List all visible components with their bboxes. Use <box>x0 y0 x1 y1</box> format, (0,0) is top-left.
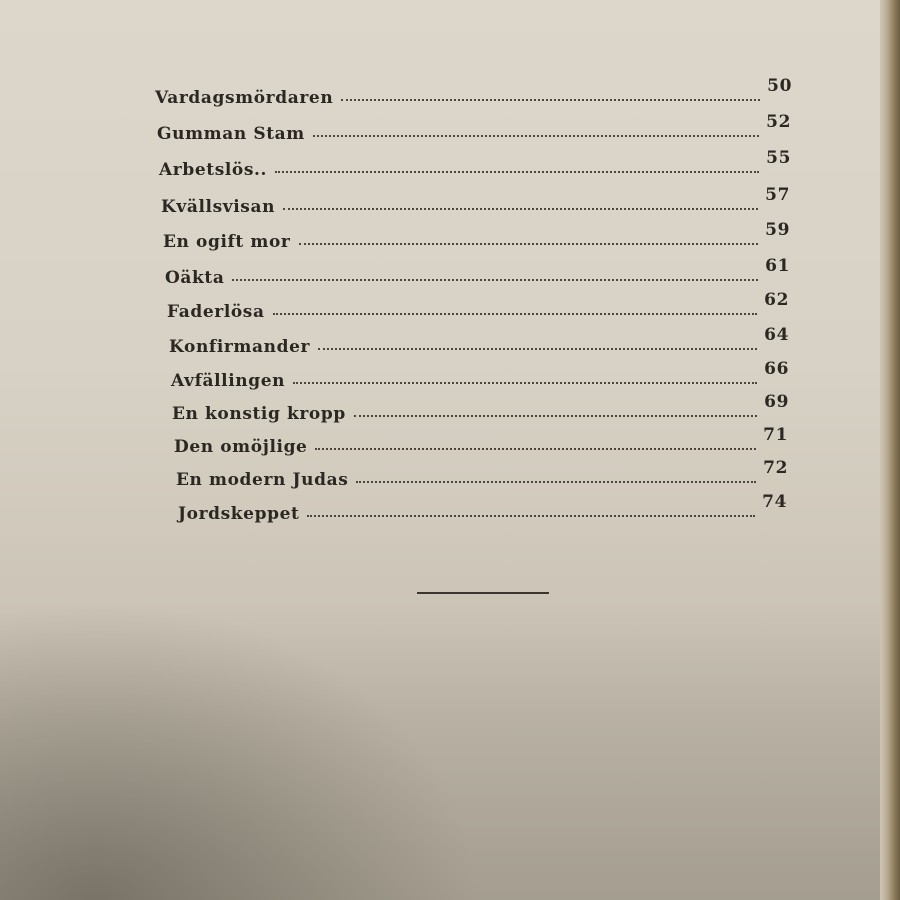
toc-entry-title: En konstig kropp <box>172 404 346 424</box>
toc-entry-title: Kvällsvisan <box>161 197 276 217</box>
toc-entry-page: 50 <box>767 76 792 96</box>
toc-entry-title: Gumman Stam <box>157 124 305 144</box>
toc-entry <box>178 492 787 524</box>
section-divider-rule <box>417 592 549 594</box>
toc-entry-page: 69 <box>764 392 789 412</box>
toc-entry <box>176 458 788 490</box>
toc-entry-title: Konfirmander <box>169 337 311 357</box>
toc-entry-title: Vardagsmördaren <box>155 88 334 108</box>
dot-leader <box>341 98 760 101</box>
dot-leader <box>315 447 756 450</box>
toc-entry-title: En ogift mor <box>163 232 291 252</box>
toc-entry-title: Faderlösa <box>167 302 265 322</box>
toc-entry-page: 55 <box>766 148 791 168</box>
toc-entry-page: 62 <box>764 290 789 310</box>
toc-entry <box>169 325 789 357</box>
toc-entry <box>174 425 788 457</box>
toc-entry <box>161 185 790 217</box>
dot-leader <box>293 381 757 384</box>
toc-entry-title: Den omöjlige <box>174 437 308 457</box>
dot-leader <box>354 414 757 417</box>
toc-entry-title: Oäkta <box>165 268 225 288</box>
dot-leader <box>275 170 759 173</box>
toc-entry-page: 71 <box>763 425 788 445</box>
toc-entry <box>159 148 791 180</box>
toc-entry-page: 52 <box>766 112 791 132</box>
dot-leader <box>307 514 755 517</box>
dot-leader <box>313 134 759 137</box>
toc-entry <box>163 220 790 252</box>
toc-entry <box>157 112 791 144</box>
dot-leader <box>356 480 756 483</box>
toc-entry-page: 66 <box>764 359 789 379</box>
toc-entry-page: 61 <box>765 256 790 276</box>
toc-entry-page: 74 <box>762 492 787 512</box>
dot-leader <box>299 242 759 245</box>
toc-entry <box>155 76 792 108</box>
dot-leader <box>318 347 757 350</box>
dot-leader <box>273 312 757 315</box>
toc-entry <box>172 392 789 424</box>
toc-entry <box>171 359 789 391</box>
toc-entry-title: En modern Judas <box>176 470 349 490</box>
toc-entry-page: 57 <box>765 185 790 205</box>
toc-entry-page: 59 <box>765 220 790 240</box>
toc-entry <box>167 290 789 322</box>
toc-entry-page: 64 <box>764 325 789 345</box>
toc-entry-page: 72 <box>763 458 788 478</box>
toc-entry-title: Arbetslös.. <box>159 160 268 180</box>
dot-leader <box>283 207 758 210</box>
dot-leader <box>232 278 758 281</box>
toc-entry-title: Jordskeppet <box>178 504 300 524</box>
toc-entry <box>165 256 790 288</box>
toc-entry-title: Avfällingen <box>171 371 286 391</box>
